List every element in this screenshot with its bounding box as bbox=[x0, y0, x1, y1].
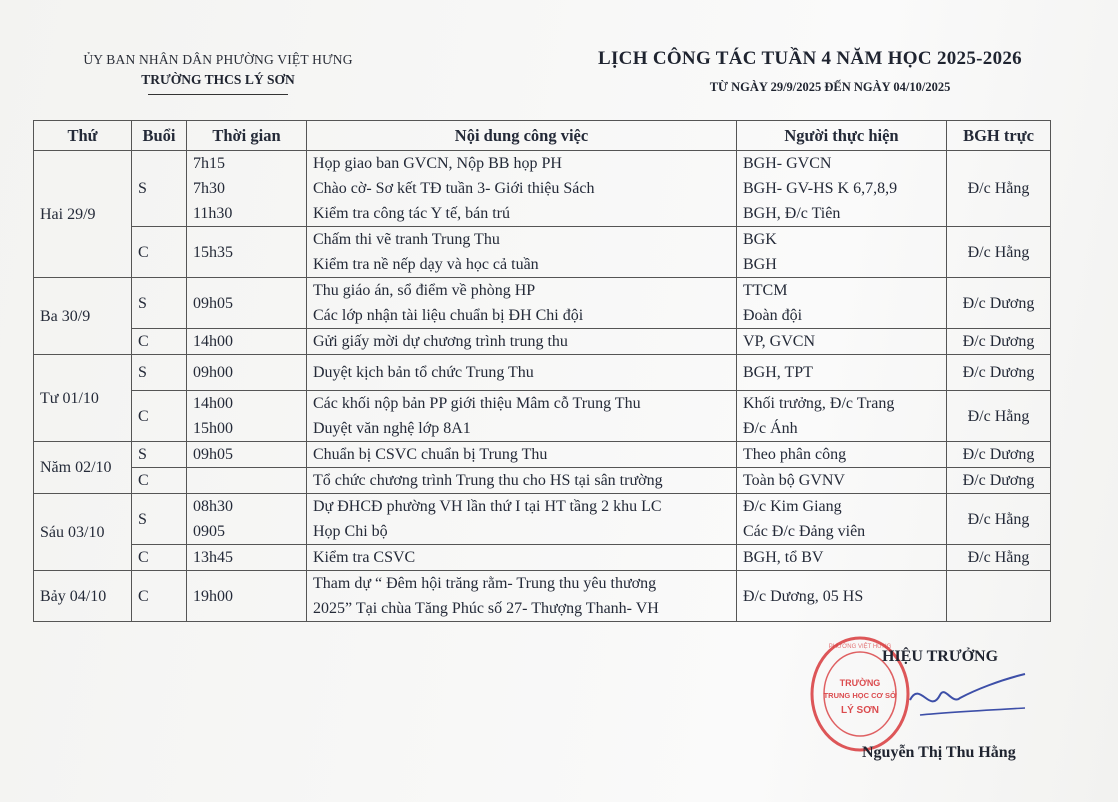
session-cell bbox=[132, 571, 187, 622]
time-cell bbox=[187, 151, 307, 227]
session-cell bbox=[132, 278, 187, 329]
cell-line: VP, GVCN bbox=[743, 333, 816, 350]
table-row bbox=[34, 545, 1051, 571]
cell-line: C bbox=[138, 243, 149, 261]
cell-line: Các Đ/c Đảng viên bbox=[743, 523, 866, 540]
duty-cell bbox=[947, 545, 1051, 571]
cell-line: C bbox=[138, 472, 149, 489]
cell-line: 11h30 bbox=[193, 205, 233, 222]
table-row bbox=[34, 355, 1051, 391]
cell-line: Đ/c Dương bbox=[962, 364, 1035, 381]
org-school-name: TRƯỜNG THCS LÝ SƠN bbox=[141, 72, 295, 87]
table-row bbox=[34, 278, 1051, 329]
cell-line: Đ/c Hằng bbox=[967, 549, 1030, 566]
time-cell bbox=[187, 329, 307, 355]
cell-line: Kiểm tra nề nếp dạy và học cả tuần bbox=[313, 256, 539, 273]
cell-line: TTCM bbox=[743, 282, 788, 299]
person-cell bbox=[737, 278, 947, 329]
cell-line: Tổ chức chương trình Trung thu cho HS tại sân trường bbox=[313, 472, 663, 489]
cell-line: C bbox=[138, 587, 149, 605]
cell-line: Đ/c Dương bbox=[962, 446, 1035, 463]
header-person: Người thực hiện bbox=[737, 121, 947, 151]
cell-line: BGH, TPT bbox=[743, 364, 813, 381]
day-cell bbox=[34, 278, 132, 355]
session-cell bbox=[132, 227, 187, 278]
cell-line: 15h00 bbox=[193, 420, 233, 437]
cell-line: Khối trưởng, Đ/c Trang bbox=[743, 395, 895, 412]
person-cell bbox=[737, 355, 947, 391]
signer-name: Nguyễn Thị Thu Hằng bbox=[862, 744, 1016, 761]
person-cell bbox=[737, 442, 947, 468]
table-header-row bbox=[34, 121, 1051, 151]
cell-line: 7h30 bbox=[193, 180, 225, 197]
cell-line: BGH, tổ BV bbox=[743, 549, 824, 566]
svg-text:TRUNG HỌC CƠ SỞ: TRUNG HỌC CƠ SỞ bbox=[823, 691, 897, 700]
cell-line: Sáu 03/10 bbox=[40, 523, 105, 541]
svg-text:PHƯỜNG VIỆT HƯNG: PHƯỜNG VIỆT HƯNG bbox=[828, 644, 892, 650]
time-cell bbox=[187, 227, 307, 278]
time-cell bbox=[187, 571, 307, 622]
day-cell bbox=[34, 494, 132, 571]
cell-line: Đ/c Ánh bbox=[743, 420, 798, 437]
cell-line: Thu giáo án, sổ điểm về phòng HP bbox=[313, 282, 536, 299]
header-task: Nội dung công việc bbox=[307, 121, 737, 151]
cell-line: Đ/c Hằng bbox=[967, 243, 1030, 261]
svg-text:LÝ SƠN: LÝ SƠN bbox=[841, 705, 879, 716]
cell-line: Gửi giấy mời dự chương trình trung thu bbox=[313, 333, 568, 350]
cell-line: Chuẩn bị CSVC chuẩn bị Trung Thu bbox=[313, 446, 548, 463]
person-cell bbox=[737, 329, 947, 355]
cell-line: BGH- GVCN bbox=[743, 155, 832, 172]
duty-cell bbox=[947, 278, 1051, 329]
cell-line: 7h15 bbox=[193, 155, 225, 172]
header-duty: BGH trực bbox=[947, 121, 1051, 151]
document-title: LỊCH CÔNG TÁC TUẦN 4 NĂM HỌC 2025-2026 bbox=[598, 48, 1022, 69]
time-cell bbox=[187, 545, 307, 571]
time-cell bbox=[187, 391, 307, 442]
session-cell bbox=[132, 442, 187, 468]
session-cell bbox=[132, 545, 187, 571]
cell-line: BGK bbox=[743, 231, 777, 248]
task-cell bbox=[307, 494, 737, 545]
cell-line: Toàn bộ GVNV bbox=[743, 472, 845, 489]
svg-text:TRƯỜNG: TRƯỜNG bbox=[839, 678, 881, 688]
cell-line: Đ/c Hằng bbox=[967, 180, 1030, 197]
cell-line: Đ/c Dương, 05 HS bbox=[743, 587, 864, 605]
cell-line: Đ/c Hằng bbox=[967, 510, 1030, 528]
cell-line: Các khối nộp bản PP giới thiệu Mâm cỗ Trung Thu bbox=[313, 395, 641, 412]
cell-line: Duyệt văn nghệ lớp 8A1 bbox=[313, 420, 471, 437]
table-row bbox=[34, 571, 1051, 622]
cell-line: Ba 30/9 bbox=[40, 307, 91, 325]
table-row bbox=[34, 329, 1051, 355]
cell-line: BGH, Đ/c Tiên bbox=[743, 205, 841, 222]
cell-line: 19h00 bbox=[193, 587, 233, 605]
cell-line: BGH- GV-HS K 6,7,8,9 bbox=[743, 180, 898, 197]
person-cell bbox=[737, 571, 947, 622]
cell-line: BGH bbox=[743, 256, 777, 273]
cell-line: 0905 bbox=[193, 523, 225, 540]
task-cell bbox=[307, 151, 737, 227]
date-range: TỪ NGÀY 29/9/2025 ĐẾN NGÀY 04/10/2025 bbox=[709, 80, 951, 94]
table-row bbox=[34, 227, 1051, 278]
person-cell bbox=[737, 494, 947, 545]
session-cell bbox=[132, 468, 187, 494]
person-cell bbox=[737, 468, 947, 494]
cell-line: Họp Chi bộ bbox=[313, 523, 388, 540]
cell-line: Tư 01/10 bbox=[40, 389, 99, 407]
cell-line: 15h35 bbox=[193, 243, 233, 261]
cell-line: Hai 29/9 bbox=[40, 205, 96, 223]
cell-line: Chấm thi vẽ tranh Trung Thu bbox=[313, 231, 500, 248]
task-cell bbox=[307, 278, 737, 329]
task-cell bbox=[307, 545, 737, 571]
cell-line: Đ/c Dương bbox=[962, 294, 1035, 312]
cell-line: Chào cờ- Sơ kết TĐ tuần 3- Giới thiệu Sách bbox=[313, 180, 595, 197]
day-cell bbox=[34, 571, 132, 622]
cell-line: Theo phân công bbox=[743, 446, 847, 463]
day-cell bbox=[34, 151, 132, 278]
schedule-table bbox=[33, 120, 1051, 622]
session-cell bbox=[132, 494, 187, 545]
session-cell bbox=[132, 329, 187, 355]
cell-line: Đ/c Hằng bbox=[967, 407, 1030, 425]
cell-line: Tham dự “ Đêm hội trăng rằm- Trung thu yêu thương bbox=[313, 575, 657, 592]
task-cell bbox=[307, 329, 737, 355]
document-title-block bbox=[560, 48, 1060, 95]
signer-role: HIỆU TRƯỞNG bbox=[882, 648, 999, 665]
time-cell bbox=[187, 442, 307, 468]
cell-line: Họp giao ban GVCN, Nộp BB họp PH bbox=[313, 155, 562, 172]
cell-line: Đoàn đội bbox=[743, 307, 803, 324]
org-underline bbox=[148, 94, 288, 95]
cell-line: S bbox=[138, 446, 147, 463]
day-cell bbox=[34, 355, 132, 442]
header-time: Thời gian bbox=[187, 121, 307, 151]
cell-line: S bbox=[138, 364, 147, 381]
person-cell bbox=[737, 151, 947, 227]
time-cell bbox=[187, 355, 307, 391]
duty-cell bbox=[947, 355, 1051, 391]
table-row bbox=[34, 442, 1051, 468]
day-cell bbox=[34, 442, 132, 494]
person-cell bbox=[737, 227, 947, 278]
cell-line: 2025” Tại chùa Tăng Phúc số 27- Thượng Thanh- VH bbox=[313, 600, 659, 617]
cell-line: Đ/c Kim Giang bbox=[743, 498, 842, 515]
cell-line: Dự ĐHCĐ phường VH lần thứ I tại HT tầng 2 khu LC bbox=[313, 498, 662, 515]
cell-line: 09h00 bbox=[193, 364, 233, 381]
session-cell bbox=[132, 355, 187, 391]
task-cell bbox=[307, 468, 737, 494]
task-cell bbox=[307, 571, 737, 622]
time-cell bbox=[187, 494, 307, 545]
task-cell bbox=[307, 391, 737, 442]
task-cell bbox=[307, 442, 737, 468]
task-cell bbox=[307, 227, 737, 278]
person-cell bbox=[737, 391, 947, 442]
cell-line: 08h30 bbox=[193, 498, 233, 515]
table-row bbox=[34, 151, 1051, 227]
cell-line: 14h00 bbox=[193, 333, 233, 350]
cell-line: Các lớp nhận tài liệu chuẩn bị ĐH Chi đội bbox=[313, 307, 584, 324]
org-ward-name: ỦY BAN NHÂN DÂN PHƯỜNG VIỆT HƯNG bbox=[83, 52, 353, 67]
cell-line: Năm 02/10 bbox=[40, 459, 112, 476]
session-cell bbox=[132, 391, 187, 442]
header-session: Buổi bbox=[132, 121, 187, 151]
cell-line: C bbox=[138, 549, 149, 566]
table-row bbox=[34, 468, 1051, 494]
table-row bbox=[34, 391, 1051, 442]
cell-line: Đ/c Dương bbox=[962, 333, 1035, 350]
duty-cell bbox=[947, 329, 1051, 355]
table-row bbox=[34, 494, 1051, 545]
cell-line: S bbox=[138, 180, 147, 197]
cell-line: S bbox=[138, 294, 147, 312]
duty-cell bbox=[947, 468, 1051, 494]
cell-line: S bbox=[138, 510, 147, 528]
cell-line: C bbox=[138, 407, 149, 425]
duty-cell bbox=[947, 442, 1051, 468]
task-cell bbox=[307, 355, 737, 391]
duty-cell bbox=[947, 391, 1051, 442]
duty-cell bbox=[947, 151, 1051, 227]
cell-line: 09h05 bbox=[193, 446, 233, 463]
cell-line: Đ/c Dương bbox=[962, 472, 1035, 489]
organization-header bbox=[58, 52, 378, 95]
cell-line: C bbox=[138, 333, 149, 350]
cell-line: 13h45 bbox=[193, 549, 233, 566]
person-cell bbox=[737, 545, 947, 571]
cell-line: Duyệt kịch bản tổ chức Trung Thu bbox=[313, 364, 534, 381]
cell-line: Bảy 04/10 bbox=[40, 587, 107, 605]
cell-line: Kiểm tra CSVC bbox=[313, 549, 416, 566]
duty-cell bbox=[947, 494, 1051, 545]
cell-line: 14h00 bbox=[193, 395, 233, 412]
duty-cell bbox=[947, 571, 1051, 622]
duty-cell bbox=[947, 227, 1051, 278]
cell-line: Kiểm tra công tác Y tế, bán trú bbox=[313, 205, 510, 222]
header-day: Thứ bbox=[34, 121, 132, 151]
handwritten-signature bbox=[880, 660, 1030, 740]
time-cell bbox=[187, 278, 307, 329]
cell-line: 09h05 bbox=[193, 294, 233, 312]
session-cell bbox=[132, 151, 187, 227]
time-cell bbox=[187, 468, 307, 494]
